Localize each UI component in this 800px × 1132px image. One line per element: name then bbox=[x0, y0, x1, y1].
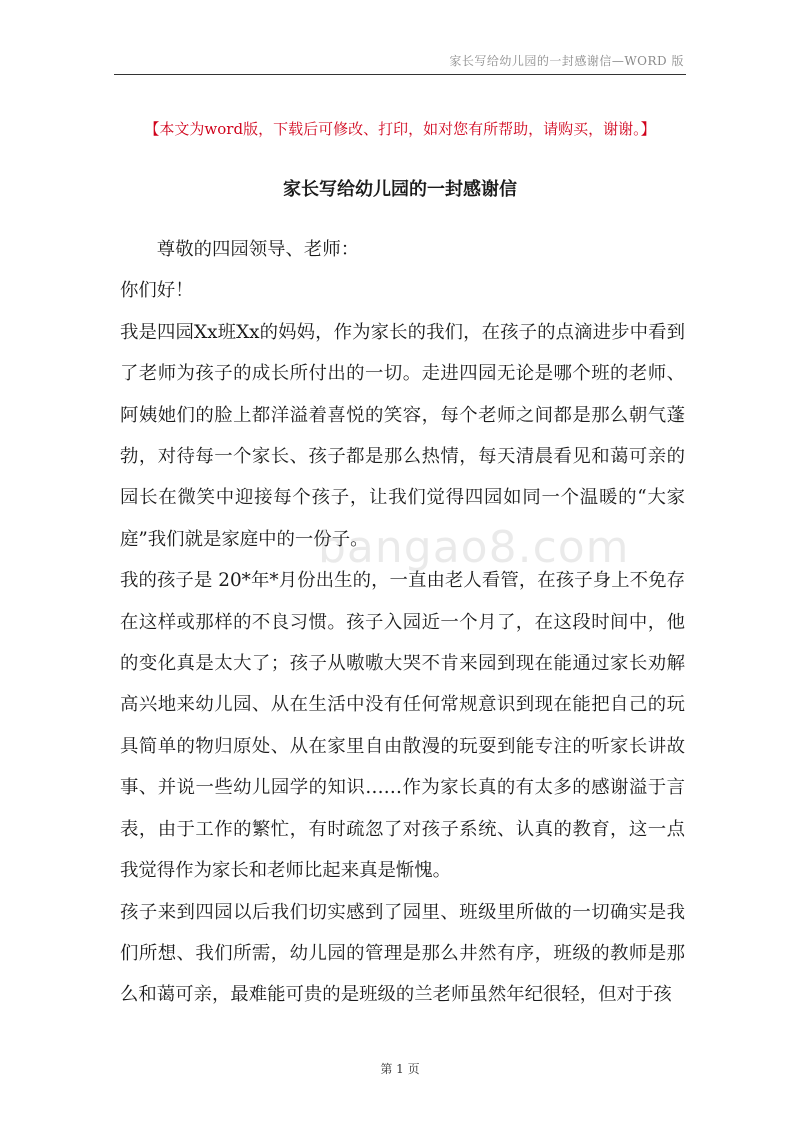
body-paragraph: 我的孩子是 20*年*月份出生的，一直由老人看管，在孩子身上不免存在这样或那样的不良习惯。孩子入园近一个月了，在这段时间中，他的变化真是太大了；孩子从嗷嗷大哭不肯来园到现在能通过家长劝解高兴地来幼儿园、从在生活中没有任何常规意识到现在能把自己的玩具简单的物归原处、从在家里自由散漫的玩耍到能专注的听家长讲故事、并说一些幼儿园学的知识……作为家长真的有太多的感谢溢于言表，由于工作的繁忙，有时疏忽了对孩子系统、认真的教育，这一点我觉得作为家长和老师比起来真是惭愧。 bbox=[120, 570, 685, 882]
running-header: 家长写给幼儿园的一封感谢信—WORD 版 bbox=[449, 54, 684, 68]
page-number: 第 1 页 bbox=[380, 1062, 420, 1076]
body-paragraph: 我是四园Xx班Xx的妈妈，作为家长的我们，在孩子的点滴进步中看到了老师为孩子的成长所付出的一切。走进四园无论是哪个班的老师、阿姨她们的脸上都洋溢着喜悦的笑容，每个老师之间都是那么朝气蓬勃，对待每一个家长、孩子都是那么热情，每天清晨看见和蔼可亲的园长在微笑中迎接每个孩子，让我们觉得四园如同一个温暖的“大家庭”我们就是家庭中的一份子。 bbox=[120, 321, 685, 550]
header-divider bbox=[114, 74, 686, 75]
site-watermark: bangao8.com bbox=[318, 522, 630, 573]
body-paragraph: 孩子来到四园以后我们切实感到了园里、班级里所做的一切确实是我们所想、我们所需，幼儿园的管理是那么井然有序，班级的教师是那么和蔼可亲，最难能可贵的是班级的兰老师虽然年纪很轻，但对于孩 bbox=[120, 901, 685, 1006]
salutation: 尊敬的四园领导、老师： bbox=[156, 239, 360, 260]
greeting: 你们好！ bbox=[120, 280, 194, 302]
document-title: 家长写给幼儿园的一封感谢信 bbox=[283, 179, 517, 200]
download-notice: 【本文为word版，下载后可修改、打印，如对您有所帮助，请购买，谢谢。】 bbox=[144, 120, 656, 138]
document-body bbox=[120, 229, 685, 1016]
